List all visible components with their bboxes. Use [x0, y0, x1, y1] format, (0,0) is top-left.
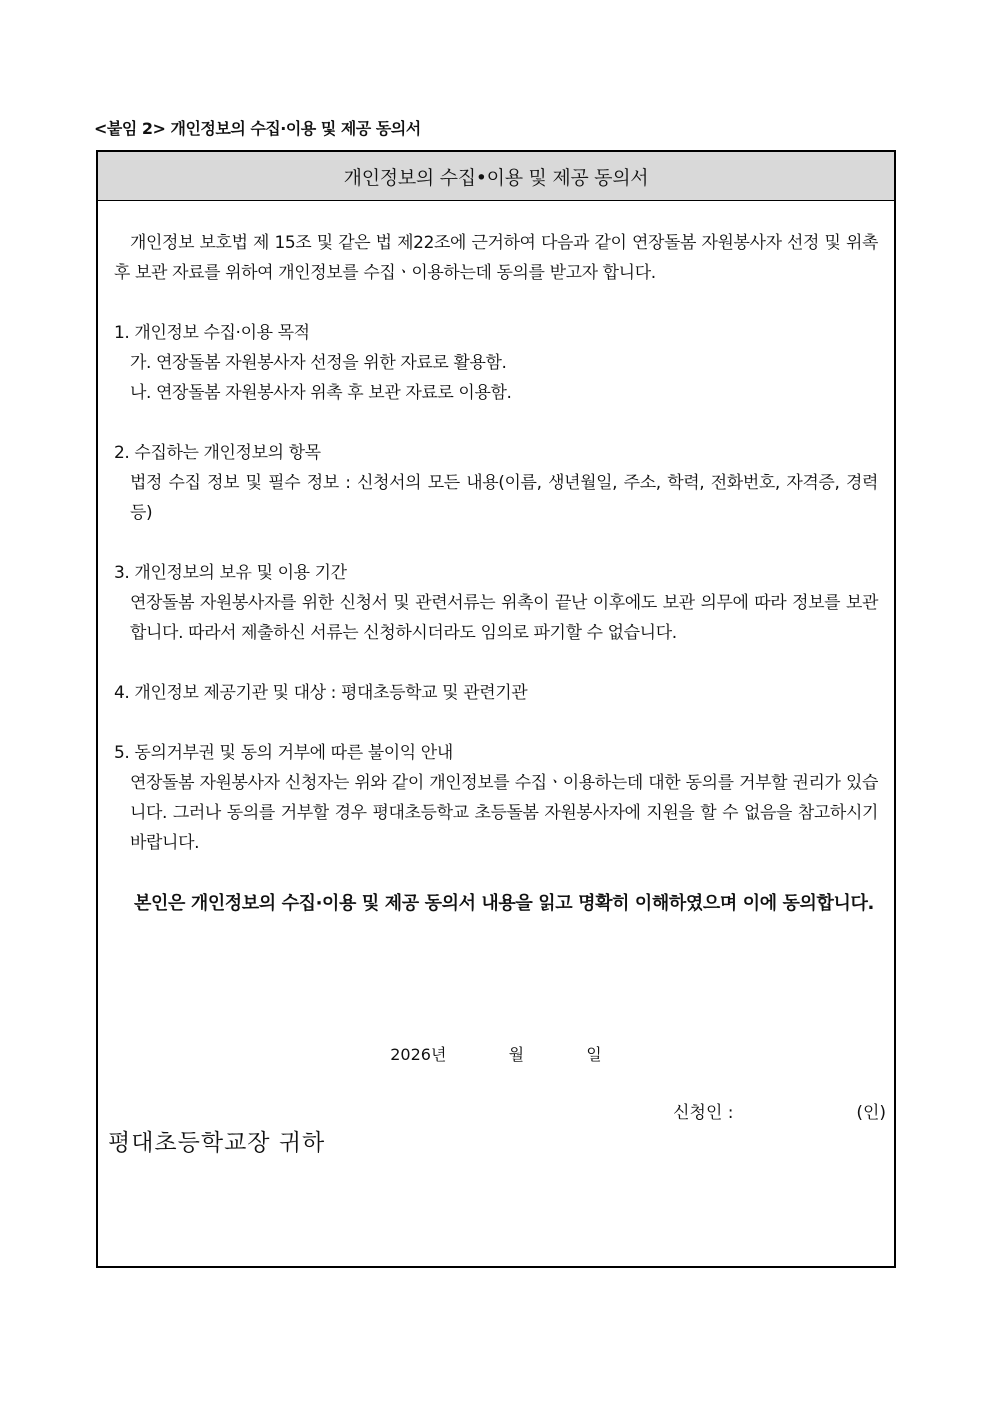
section-recipient	[114, 678, 878, 708]
section-purpose	[114, 318, 878, 408]
consent-statement: 본인은 개인정보의 수집·이용 및 제공 동의서 내용을 읽고 명확히 이해하였으며 이에 동의합니다.	[134, 893, 874, 914]
section-retention	[114, 558, 878, 648]
section-body: 연장돌봄 자원봉사자를 위한 신청서 및 관련서류는 위촉이 끝난 이후에도 보관 의무에 따라 정보를 보관합니다. 따라서 제출하신 서류는 신청하시더라도 임의로 파기할 수 없습니다.	[130, 593, 878, 643]
section-title: 5. 동의거부권 및 동의 거부에 따른 불이익 안내	[114, 743, 453, 763]
form-content	[114, 228, 878, 919]
addressee: 평대초등학교장 귀하	[108, 1130, 326, 1156]
section-body: 법정 수집 정보 및 필수 정보 : 신청서의 모든 내용(이름, 생년월일, 주소, 학력, 전화번호, 자격증, 경력 등)	[130, 473, 878, 523]
section-line: 나. 연장돌봄 자원봉사자 위촉 후 보관 자료로 이용함.	[130, 383, 512, 403]
attachment-title: <붙임 2> 개인정보의 수집·이용 및 제공 동의서	[94, 119, 421, 138]
section-title: 3. 개인정보의 보유 및 이용 기간	[114, 563, 347, 583]
consent-form-box	[96, 150, 896, 1268]
section-title: 1. 개인정보 수집·이용 목적	[114, 323, 310, 343]
section-title: 4. 개인정보 제공기관 및 대상 : 평대초등학교 및 관련기관	[114, 683, 528, 703]
date-row	[98, 1042, 894, 1065]
date-day: 일	[586, 1045, 602, 1064]
form-header	[98, 152, 894, 201]
recipient-value: 평대초등학교 및 관련기관	[341, 683, 528, 703]
applicant-signature	[673, 1098, 886, 1123]
intro-paragraph: 개인정보 보호법 제 15조 및 같은 법 제22조에 근거하여 다음과 같이 연장돌봄 자원봉사자 선정 및 위촉 후 보관 자료를 위하여 개인정보를 수집ㆍ이용하는데 동의를 받고자 합니다.	[114, 233, 878, 283]
section-refusal	[114, 738, 878, 858]
date-month: 월	[508, 1045, 525, 1064]
date-year: 2026년	[390, 1045, 447, 1064]
section-items	[114, 438, 878, 528]
form-title: 개인정보의 수집•이용 및 제공 동의서	[343, 166, 649, 189]
section-title: 2. 수집하는 개인정보의 항목	[114, 443, 321, 463]
seal-mark: (인)	[856, 1103, 886, 1123]
section-body: 연장돌봄 자원봉사자 신청자는 위와 같이 개인정보를 수집ㆍ이용하는데 대한 동의를 거부할 권리가 있습니다. 그러나 동의를 거부할 경우 평대초등학교 초등돌봄 자원봉사자에 지원을 할 수 없음을 참고하시기 바랍니다.	[130, 773, 878, 853]
applicant-label: 신청인 :	[673, 1103, 734, 1123]
section-line: 가. 연장돌봄 자원봉사자 선정을 위한 자료로 활용함.	[130, 353, 507, 373]
